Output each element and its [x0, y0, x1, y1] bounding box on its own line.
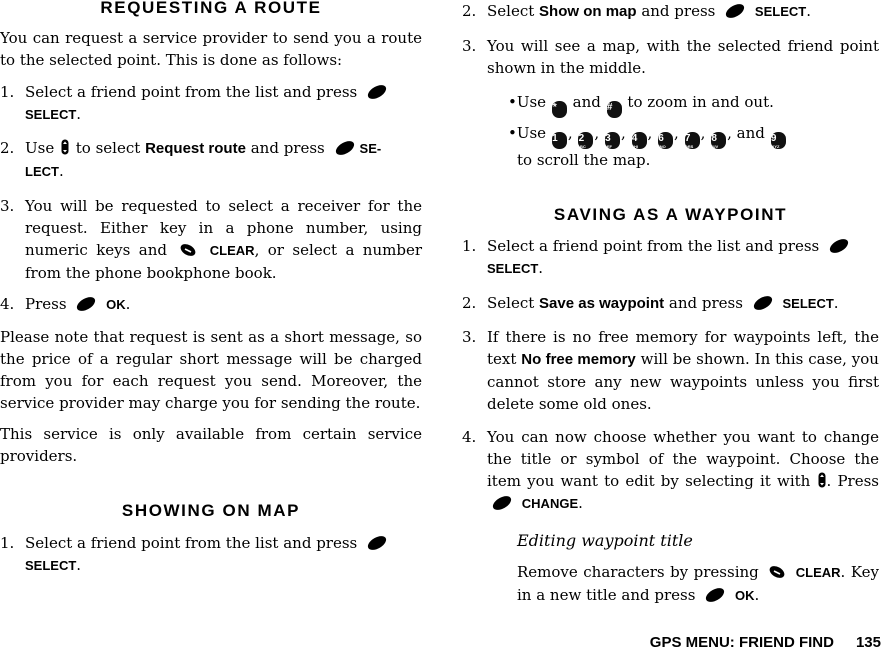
select-softkey-icon	[704, 588, 726, 602]
showing-step-3: 3. You will see a map, with the selected friend point shown in the middle.	[462, 37, 879, 77]
page-number: 135	[855, 634, 881, 651]
key-3-icon: 3 DEF	[605, 132, 620, 149]
key-8-icon: 8 TUV	[711, 132, 726, 149]
footer-section-title: GPS MENU: FRIEND FIND	[649, 634, 834, 651]
key-1-icon: 1	[552, 132, 567, 149]
menu-item-request-route: Request route	[145, 140, 246, 157]
editing-instructions: Remove characters by pressing CLEAR. Key in a new title and press OK.	[517, 563, 879, 604]
requesting-step-3: 3. You will be requested to select a receiver for the request. Either key in a phone number, using numeric keys and CLEAR, or select a number from the phone bookphone book.	[0, 197, 422, 282]
requesting-step-2: 2. Use to select Request route and press SE- LECT.	[0, 139, 382, 180]
requesting-note-sms: Please note that request is sent as a short message, so the price of a regular short message will be charged from you for each request you send. Moreover, the service provider may charge you for sending the route.	[0, 328, 422, 412]
requesting-step-1: 1. Select a friend point from the list and press SELECT.	[0, 81, 422, 126]
message-no-free-memory: No free memory	[521, 351, 636, 368]
softkey-select-label: SELECT	[25, 107, 77, 122]
select-softkey-icon	[366, 536, 388, 550]
heading-requesting-route: REQUESTING A ROUTE	[100, 0, 322, 17]
right-column	[462, 0, 879, 607]
hash-key-icon: #	[607, 101, 622, 118]
select-softkey-icon	[366, 85, 388, 99]
saving-step-2: 2. Select Save as waypoint and press SELECT.	[462, 294, 839, 312]
editing-title-block	[462, 531, 879, 607]
select-softkey-icon	[491, 496, 513, 510]
select-softkey-icon	[334, 141, 356, 155]
heading-showing-on-map: SHOWING ON MAP	[121, 501, 301, 520]
saving-step-1: 1. Select a friend point from the list and press SELECT.	[462, 235, 879, 280]
key-2-icon: 2 ABC	[578, 132, 593, 149]
star-key-icon: *	[552, 101, 567, 118]
softkey-ok-label: OK	[106, 297, 126, 312]
menu-item-save-as-waypoint: Save as waypoint	[539, 295, 665, 312]
scroll-instruction: •Use 1 , 2 ABC , 3 DEF , 4 GHI , 6 MNO , 7 PQRS , 8 TUV , and 9 WXYZ to scroll the map.	[462, 122, 879, 171]
key-6-icon: 6 MNO	[658, 132, 673, 149]
select-softkey-icon	[75, 297, 97, 311]
scroll-key-icon	[61, 139, 69, 155]
showing-step-1: 1. Select a friend point from the list and press SELECT.	[0, 532, 422, 577]
clear-key-icon	[768, 565, 786, 579]
requesting-step-4: 4. Press OK.	[0, 295, 131, 313]
page-footer	[650, 634, 881, 651]
clear-key-icon	[179, 243, 197, 257]
saving-step-4: 4. You can now choose whether you want to change the title or symbol of the waypoint. Choose the item you want to edit by selecting it with . Press CHANGE.	[462, 428, 879, 512]
key-9-icon: 9 WXYZ	[771, 132, 786, 149]
key-4-icon: 4 GHI	[632, 132, 647, 149]
softkey-change-label: CHANGE	[521, 496, 579, 511]
select-softkey-icon	[828, 239, 850, 253]
subheading-editing-waypoint-title: Editing waypoint title	[517, 531, 693, 550]
showing-step-2: 2. Select Show on map and press SELECT.	[462, 2, 811, 20]
select-softkey-icon	[752, 296, 774, 310]
zoom-instruction: •Use * and # to zoom in and out.	[462, 91, 879, 118]
requesting-note-availability: This service is only available from certain service providers.	[0, 425, 422, 465]
requesting-intro: You can request a service provider to send you a route to the selected point. This is done as follows:	[0, 29, 422, 69]
heading-saving-waypoint: SAVING AS A WAYPOINT	[553, 205, 788, 224]
left-column	[0, 0, 422, 577]
saving-step-3: 3. If there is no free memory for waypoints left, the text No free memory will be shown. In this case, you cannot store any new waypoints unless you first delete some old ones.	[462, 328, 879, 413]
scroll-key-icon	[818, 472, 826, 488]
menu-item-show-on-map: Show on map	[539, 3, 637, 20]
softkey-clear-label: CLEAR	[209, 243, 255, 258]
select-softkey-icon	[724, 4, 746, 18]
key-7-icon: 7 PQRS	[685, 132, 700, 149]
